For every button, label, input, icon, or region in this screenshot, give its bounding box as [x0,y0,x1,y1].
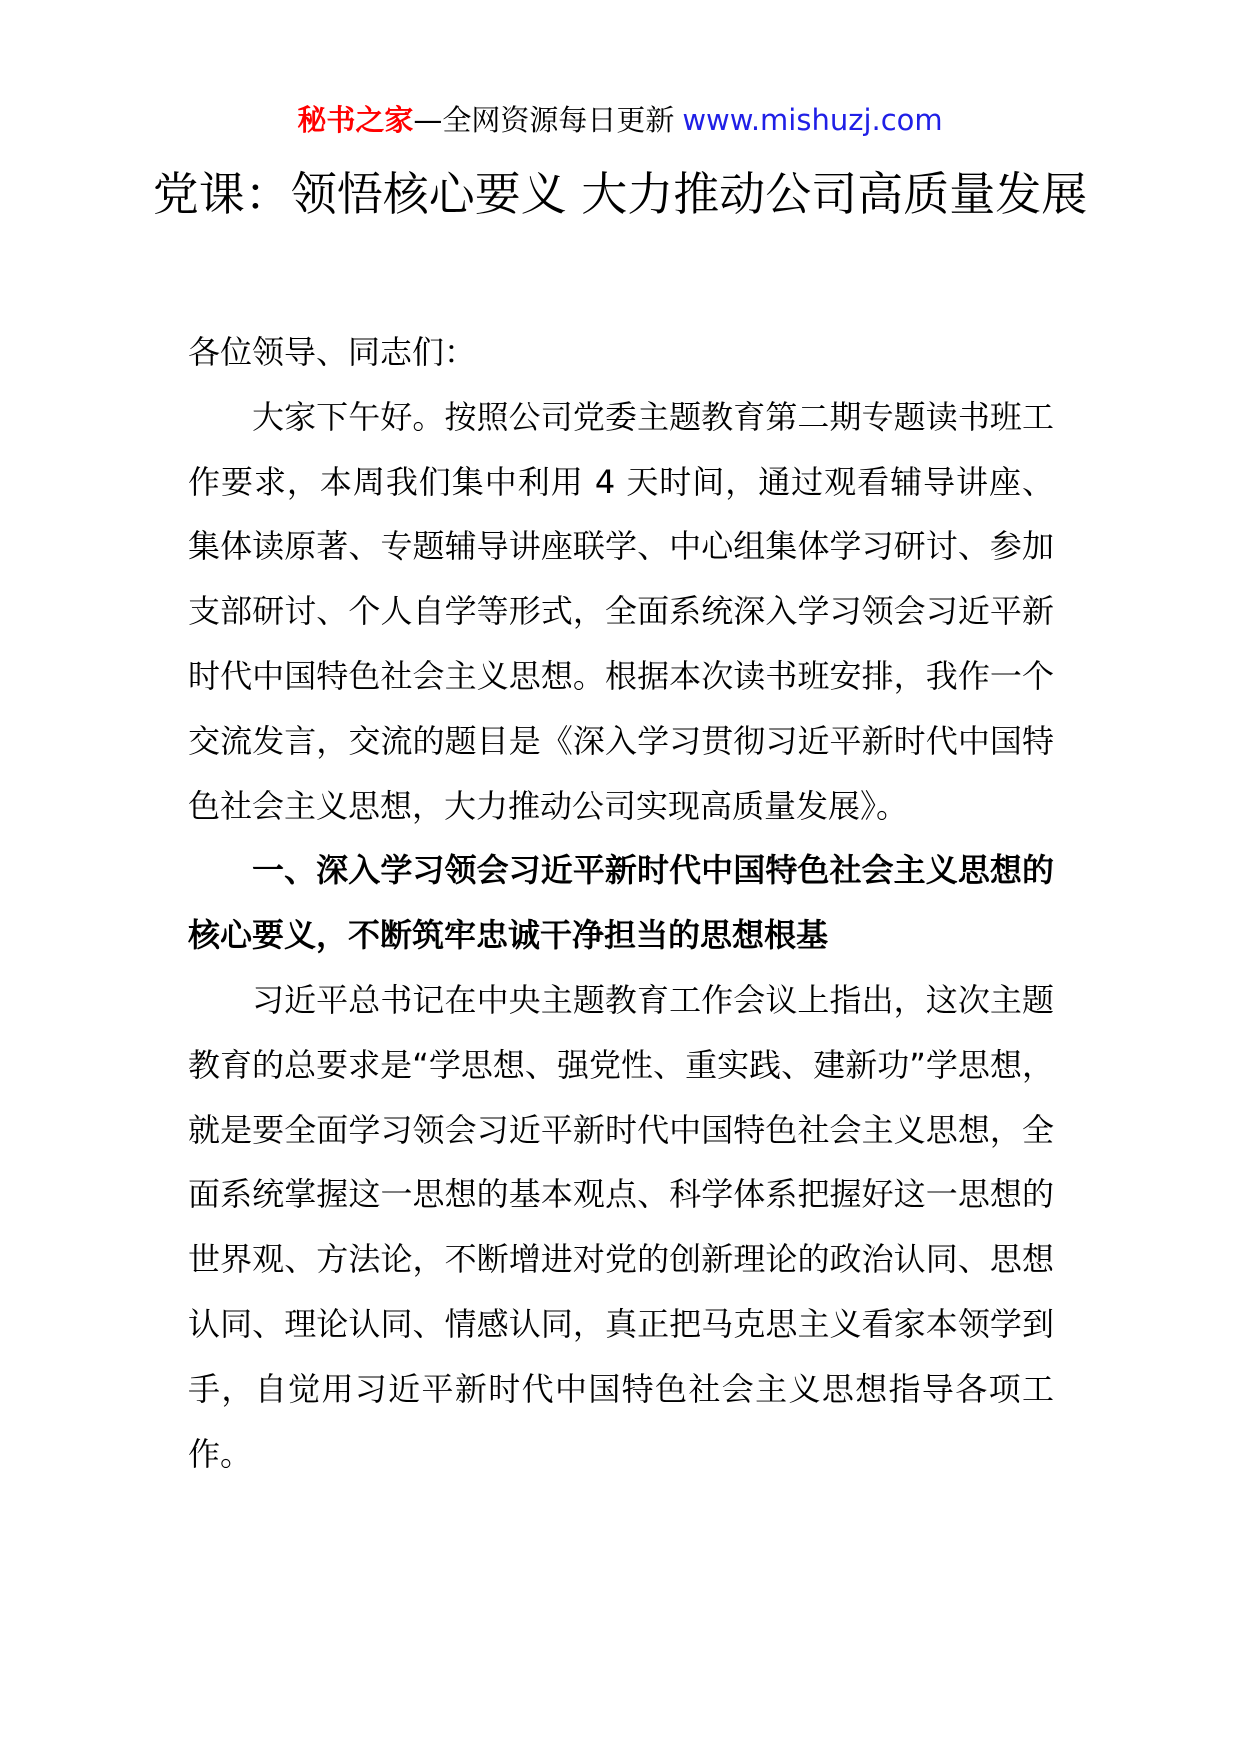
document-title: 党课：领悟核心要义 大力推动公司高质量发展 [152,167,1088,221]
section-1-paragraph: 习近平总书记在中央主题教育工作会议上指出，这次主题教育的总要求是“学思想、强党性、重实践、建新功”学思想，就是要全面学习领会习近平新时代中国特色社会主义思想，全面系统掌握这一思想的基本观点、科学体系把握好这一思想的世界观、方法论，不断增进对党的创新理论的政治认同、思想认同、理论认同、情感认同，真正把马克思主义看家本领学到手，自觉用习近平新时代中国特色社会主义思想指导各项工作。 [188,980,1054,1473]
site-header [0,100,1240,140]
brand-name: 秘书之家 [297,103,414,137]
section-heading-1: 一、深入学习领会习近平新时代中国特色社会主义思想的核心要义，不断筑牢忠诚干净担当的思想根基 [188,851,1054,955]
document-body [188,320,1054,1486]
opening-paragraph: 大家下午好。按照公司党委主题教育第二期专题读书班工作要求，本周我们集中利用 4 天时间，通过观看辅导讲座、集体读原著、专题辅导讲座联学、中心组集体学习研讨、参加支部研讨、个人自学等形式，全面系统深入学习领会习近平新时代中国特色社会主义思想。根据本次读书班安排，我作一个交流发言，交流的题目是《深入学习贯彻习近平新时代中国特色社会主义思想，大力推动公司实现高质量发展》。 [188,397,1054,825]
header-tagline: —全网资源每日更新 [413,103,675,137]
salutation: 各位领导、同志们： [188,333,477,371]
site-url-link[interactable]: www.mishuzj.com [682,103,943,137]
